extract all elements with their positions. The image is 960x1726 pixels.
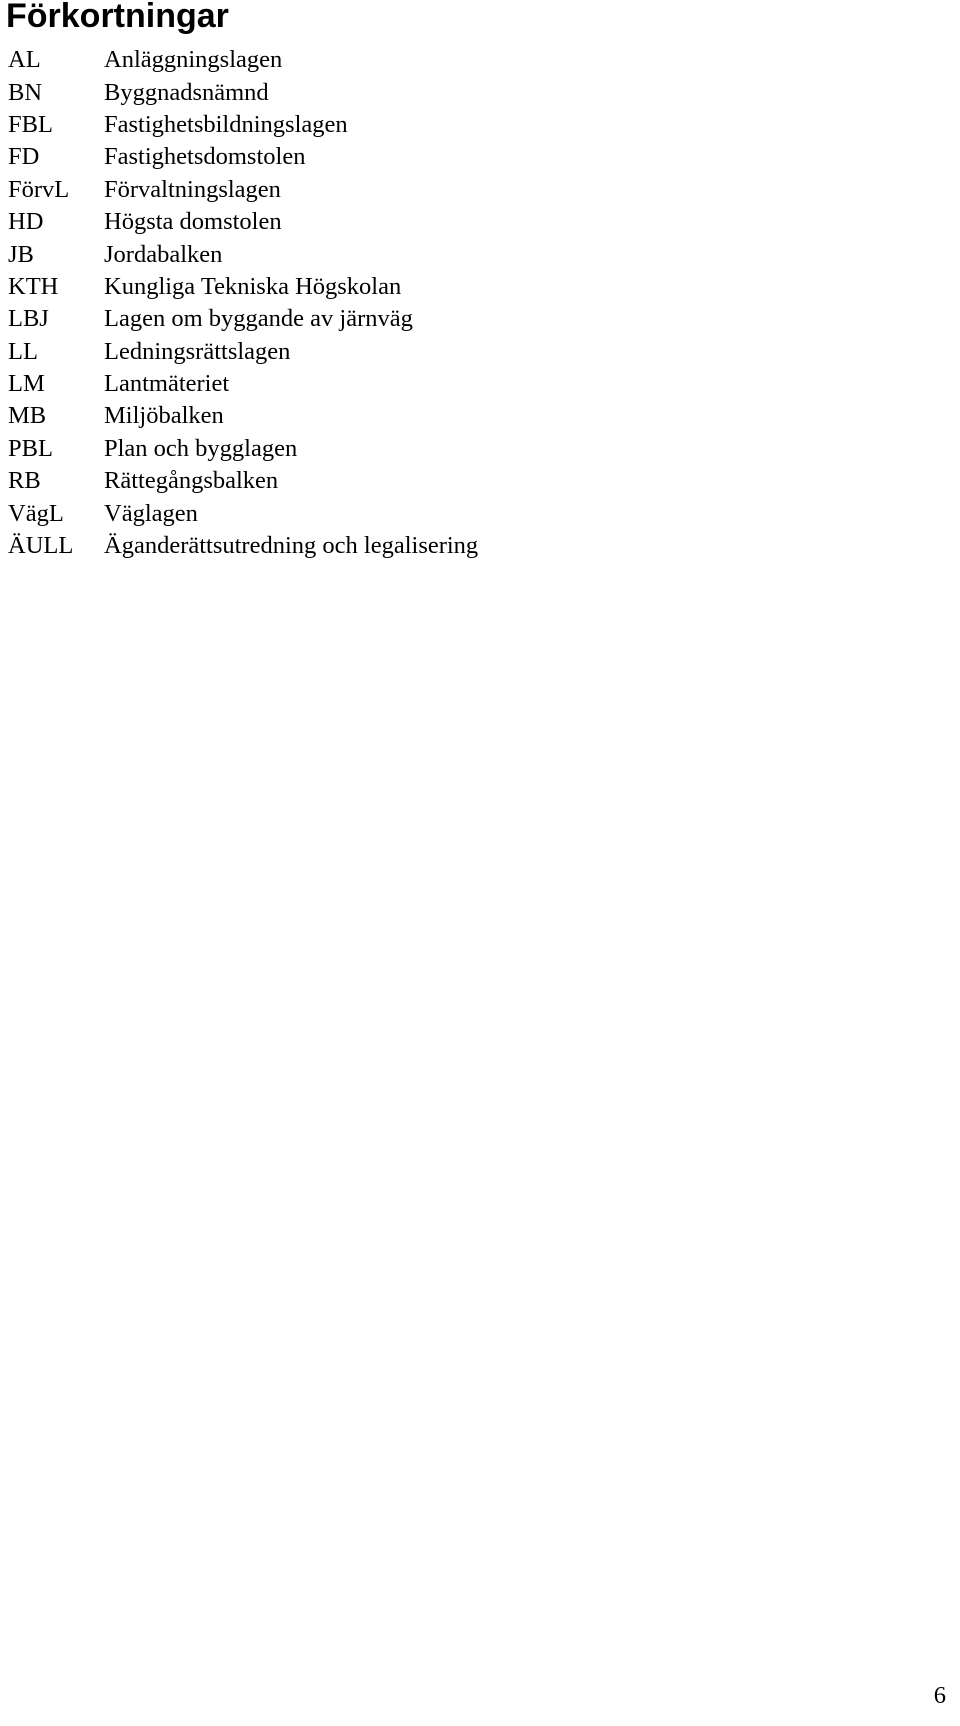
abbreviation-row <box>8 44 478 76</box>
abbreviation-list <box>8 44 478 562</box>
abbreviation-term: Miljöbalken <box>104 402 224 430</box>
abbreviation-row <box>8 174 478 206</box>
abbreviation-row <box>8 497 478 529</box>
abbreviation-row <box>8 400 478 432</box>
page-number: 6 <box>933 1682 946 1709</box>
abbreviation-term: Kungliga Tekniska Högskolan <box>104 272 402 300</box>
abbreviation-term: Ledningsrättslagen <box>104 337 291 365</box>
abbreviation-row <box>8 433 478 465</box>
abbreviation-row <box>8 368 478 400</box>
abbreviation-code: FBL <box>8 110 53 138</box>
abbreviation-code: BN <box>8 78 43 106</box>
abbreviation-row <box>8 76 478 108</box>
abbreviation-term: Fastighetsdomstolen <box>104 143 306 171</box>
abbreviation-row <box>8 238 478 270</box>
abbreviation-code: ÄULL <box>8 532 74 560</box>
abbreviation-code: HD <box>8 208 44 236</box>
abbreviation-code: RB <box>8 467 41 495</box>
abbreviation-row <box>8 271 478 303</box>
abbreviation-row <box>8 141 478 173</box>
abbreviation-code: JB <box>8 240 34 268</box>
abbreviation-row <box>8 465 478 497</box>
abbreviation-row <box>8 336 478 368</box>
page-title: Förkortningar <box>6 0 229 35</box>
abbreviation-code: PBL <box>8 434 53 462</box>
abbreviation-code: FD <box>8 143 40 171</box>
abbreviation-code: LM <box>8 370 45 398</box>
abbreviation-term: Högsta domstolen <box>104 208 282 236</box>
abbreviation-code: FörvL <box>8 175 70 203</box>
abbreviation-row <box>8 530 478 562</box>
abbreviation-code: KTH <box>8 272 59 300</box>
abbreviation-code: VägL <box>8 499 64 527</box>
abbreviation-term: Lagen om byggande av järnväg <box>104 305 413 333</box>
abbreviation-code: LBJ <box>8 305 49 333</box>
abbreviation-row <box>8 206 478 238</box>
abbreviation-term: Väglagen <box>104 499 198 527</box>
abbreviation-term: Jordabalken <box>104 240 223 268</box>
abbreviation-row <box>8 109 478 141</box>
abbreviation-term: Rättegångsbalken <box>104 467 279 495</box>
abbreviation-code: AL <box>8 46 41 74</box>
abbreviation-term: Förvaltningslagen <box>104 175 281 203</box>
abbreviation-term: Plan och bygglagen <box>104 434 298 462</box>
abbreviation-code: MB <box>8 402 47 430</box>
abbreviation-term: Fastighetsbildningslagen <box>104 110 348 138</box>
abbreviation-code: LL <box>8 337 38 365</box>
abbreviation-term: Byggnadsnämnd <box>104 78 269 106</box>
abbreviation-term: Anläggningslagen <box>104 46 283 74</box>
abbreviation-term: Lantmäteriet <box>104 370 230 398</box>
abbreviation-row <box>8 303 478 335</box>
abbreviation-term: Äganderättsutredning och legalisering <box>104 532 479 560</box>
